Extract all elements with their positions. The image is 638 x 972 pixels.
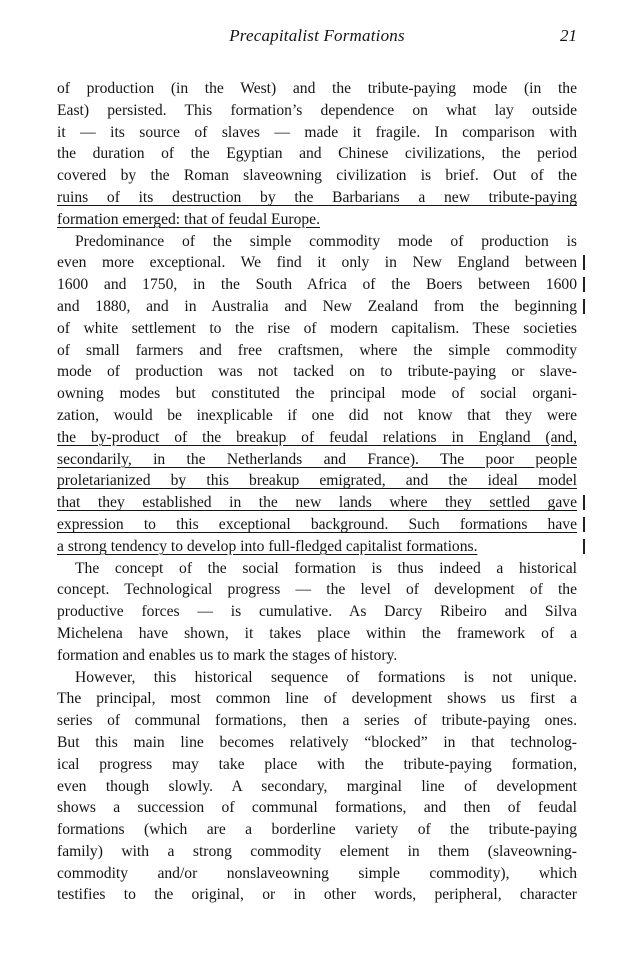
- text-line: family) with a strong commodity element in them (slaveowning-: [57, 842, 577, 860]
- text-line: The principal, most common line of development shows us first a: [57, 690, 577, 708]
- margin-mark: [583, 299, 585, 314]
- text-line-underlined: [57, 536, 577, 558]
- text-line-content: 1600 and 1750, in the South Africa of the Boers between 1600: [57, 276, 577, 294]
- text-line: of production (in the West) and the tribute-paying mode (in the: [57, 80, 577, 97]
- text-line-content: even more exceptional. We find it only in New England between: [57, 254, 577, 272]
- body-text: [57, 78, 577, 906]
- text-line: East) persisted. This formation’s dependence on what lay outside: [57, 101, 577, 119]
- text-line: covered by the Roman slaveowning civilization is brief. Out of the: [57, 167, 577, 185]
- paragraph-start-line: The concept of the social formation is thus indeed a historical: [75, 559, 577, 577]
- text-line: zation, would be inexplicable if one did not know that they were: [57, 406, 577, 424]
- text-line-content: a strong tendency to develop into full-fledged capitalist formations.: [57, 537, 478, 555]
- paragraph-start-line: However, this historical sequence of formations is not unique.: [75, 668, 577, 686]
- text-line-underlined: ruins of its destruction by the Barbarians a new tribute-paying: [57, 188, 577, 206]
- text-line: concept. Technological progress — the level of development of the: [57, 581, 577, 599]
- text-line: mode of production was not tacked on to tribute-paying or slave-: [57, 363, 577, 381]
- page-header: [57, 26, 577, 52]
- text-line-content: expression to this exceptional background. Such formations have: [57, 515, 577, 533]
- text-line: owning modes but constituted the principal mode of social organi-: [57, 385, 577, 403]
- text-line-underlined: the by-product of the breakup of feudal relations in England (and,: [57, 428, 577, 446]
- text-line: [57, 296, 577, 318]
- margin-mark: [583, 277, 585, 292]
- text-line-underlined: [57, 492, 577, 514]
- text-line: series of communal formations, then a series of tribute-paying ones.: [57, 712, 577, 730]
- text-line-underlined: [57, 514, 577, 536]
- text-line: But this main line becomes relatively “blocked” in that technolog-: [57, 733, 577, 751]
- text-line: even though slowly. A secondary, marginal line of development: [57, 777, 577, 795]
- text-line: Michelena have shown, it takes place within the framework of a: [57, 624, 577, 642]
- text-line: [57, 274, 577, 296]
- text-line-content: that they established in the new lands where they settled gave: [57, 494, 577, 512]
- text-line: of white settlement to the rise of modern capitalism. These societies: [57, 319, 577, 337]
- text-line: formation and enables us to mark the stages of history.: [57, 646, 398, 664]
- margin-mark: [583, 255, 585, 270]
- text-line: productive forces — is cumulative. As Darcy Ribeiro and Silva: [57, 603, 577, 621]
- text-line: formations (which are a borderline variety of the tribute-paying: [57, 821, 577, 839]
- margin-mark: [583, 517, 585, 532]
- text-line: [57, 252, 577, 274]
- text-line: the duration of the Egyptian and Chinese civilizations, the period: [57, 145, 577, 163]
- margin-mark: [583, 539, 585, 554]
- page-number: 21: [560, 26, 577, 45]
- text-line: of small farmers and free craftsmen, where the simple commodity: [57, 341, 577, 359]
- text-line-underlined: formation emerged: that of feudal Europe.: [57, 210, 320, 228]
- text-line-underlined: proletarianized by this breakup emigrated, and the ideal model: [57, 472, 577, 490]
- text-line: it — its source of slaves — made it fragile. In comparison with: [57, 123, 577, 141]
- paragraph-start-line: Predominance of the simple commodity mode of production is: [75, 232, 577, 250]
- text-line: testifies to the original, or in other words, peripheral, character: [57, 886, 577, 904]
- running-head: Precapitalist Formations: [229, 26, 405, 45]
- text-line: ical progress may take place with the tribute-paying formation,: [57, 755, 577, 773]
- margin-mark: [583, 495, 585, 510]
- text-line: shows a succession of communal formations, and then of feudal: [57, 799, 577, 817]
- text-line-content: and 1880, and in Australia and New Zealand from the beginning: [57, 297, 577, 315]
- text-line-underlined: secondarily, in the Netherlands and France). The poor people: [57, 450, 577, 468]
- text-line: commodity and/or nonslaveowning simple commodity), which: [57, 864, 577, 882]
